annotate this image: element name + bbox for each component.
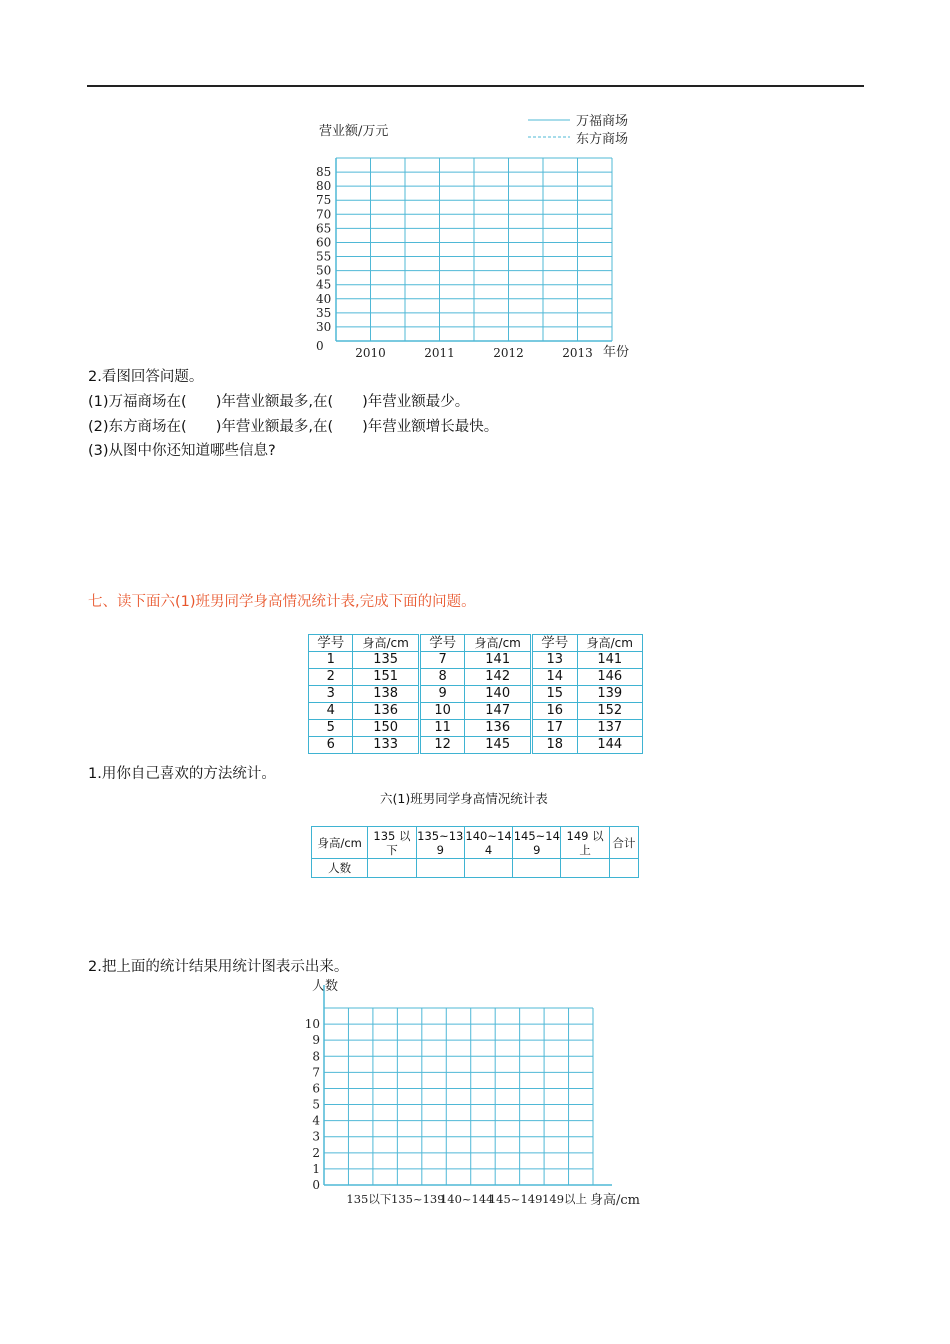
table-row bbox=[309, 652, 643, 669]
chart1-grid bbox=[336, 158, 612, 341]
stat-cell[interactable] bbox=[464, 859, 512, 878]
table-cell: 142 bbox=[465, 669, 531, 686]
table-cell: 151 bbox=[353, 669, 419, 686]
chart2-x-ticks bbox=[346, 1192, 587, 1206]
table-cell: 145 bbox=[465, 737, 531, 754]
table-cell: 11 bbox=[419, 720, 465, 737]
table-cell: 17 bbox=[531, 720, 577, 737]
chart2-y-tick: 8 bbox=[312, 1049, 320, 1064]
stat-total: 合计 bbox=[609, 827, 638, 859]
table-cell: 146 bbox=[577, 669, 642, 686]
chart1-xlabel: 年份 bbox=[603, 345, 630, 360]
q2-line1: (1)万福商场在( )年营业额最多,在( )年营业额最少。 bbox=[88, 394, 470, 410]
q2-line3: (3)从图中你还知道哪些信息? bbox=[88, 443, 276, 459]
chart1-y-tick: 80 bbox=[316, 179, 332, 194]
table-cell: 144 bbox=[577, 737, 642, 754]
table-header-row bbox=[309, 635, 643, 652]
stat-col-2: 135~13 9 bbox=[417, 828, 464, 857]
stat-col-4: 145~14 9 bbox=[513, 828, 560, 857]
q2-line2: (2)东方商场在( )年营业额最多,在( )年营业额增长最快。 bbox=[88, 419, 499, 435]
stat-table bbox=[311, 826, 639, 878]
table-cell: 139 bbox=[577, 686, 642, 703]
table-cell: 152 bbox=[577, 703, 642, 720]
q2b-title: 2.把上面的统计结果用统计图表示出来。 bbox=[88, 959, 349, 975]
chart1-y-tick: 75 bbox=[316, 193, 332, 208]
table-cell: 5 bbox=[309, 720, 353, 737]
section7-title: 七、读下面六(1)班男同学身高情况统计表,完成下面的问题。 bbox=[88, 594, 476, 610]
table-header-cell: 身高/cm bbox=[577, 635, 642, 652]
chart1-y-tick: 45 bbox=[316, 277, 332, 292]
chart2-ylabel: 人数 bbox=[312, 979, 339, 994]
table-cell: 147 bbox=[465, 703, 531, 720]
chart1-ylabel: 营业额/万元 bbox=[319, 124, 389, 139]
table-header-cell: 学号 bbox=[309, 635, 353, 652]
chart2-y-tick: 5 bbox=[312, 1097, 320, 1112]
chart2-x-tick: 135~139 bbox=[391, 1192, 445, 1206]
chart1-x-tick: 2013 bbox=[562, 346, 593, 360]
table-cell: 16 bbox=[531, 703, 577, 720]
table-cell: 141 bbox=[577, 652, 642, 669]
table-cell: 141 bbox=[465, 652, 531, 669]
chart1-x-tick: 2011 bbox=[424, 346, 455, 360]
stat-cell[interactable] bbox=[368, 859, 416, 878]
table-cell: 14 bbox=[531, 669, 577, 686]
top-rule bbox=[87, 85, 864, 87]
table-row bbox=[309, 703, 643, 720]
stat-cell[interactable] bbox=[416, 859, 464, 878]
chart1-x-ticks bbox=[355, 346, 593, 360]
chart1-y-tick: 85 bbox=[316, 165, 332, 180]
table-row bbox=[309, 669, 643, 686]
table-cell: 12 bbox=[419, 737, 465, 754]
table-cell: 9 bbox=[419, 686, 465, 703]
table-cell: 1 bbox=[309, 652, 353, 669]
chart2-y-tick: 6 bbox=[312, 1081, 320, 1096]
table-cell: 140 bbox=[465, 686, 531, 703]
table-row bbox=[309, 737, 643, 754]
chart1-zero: 0 bbox=[316, 339, 324, 353]
table-cell: 137 bbox=[577, 720, 642, 737]
chart2-x-tick: 140~144 bbox=[439, 1192, 494, 1206]
chart1-y-tick: 55 bbox=[316, 249, 332, 264]
chart1-y-ticks bbox=[316, 165, 331, 334]
chart1-y-tick: 60 bbox=[316, 235, 332, 250]
chart2-x-tick: 149以上 bbox=[542, 1192, 588, 1206]
table-header-cell: 学号 bbox=[531, 635, 577, 652]
chart2-y-tick: 0 bbox=[312, 1178, 320, 1192]
chart2-x-tick: 135以下 bbox=[346, 1192, 392, 1206]
legend-wanfu: 万福商场 bbox=[576, 114, 629, 129]
table-header-cell: 身高/cm bbox=[353, 635, 419, 652]
chart2-y-ticks bbox=[305, 1017, 321, 1192]
legend-dongfang: 东方商场 bbox=[576, 132, 629, 147]
table-cell: 13 bbox=[531, 652, 577, 669]
q2-title: 2.看图回答问题。 bbox=[88, 369, 204, 385]
chart1-y-tick: 70 bbox=[316, 207, 332, 222]
table-header-cell: 身高/cm bbox=[465, 635, 531, 652]
stat-cell[interactable] bbox=[561, 859, 609, 878]
table-cell: 135 bbox=[353, 652, 419, 669]
chart2-y-tick: 4 bbox=[312, 1113, 320, 1128]
chart2-y-tick: 9 bbox=[312, 1033, 320, 1048]
chart1-y-tick: 40 bbox=[316, 291, 332, 306]
chart2-xlabel: 身高/cm bbox=[590, 1193, 640, 1208]
q1-title: 1.用你自己喜欢的方法统计。 bbox=[88, 766, 276, 782]
chart2-y-tick: 10 bbox=[304, 1017, 320, 1032]
chart1-y-tick: 50 bbox=[316, 263, 332, 278]
table-header-cell: 学号 bbox=[419, 635, 465, 652]
table-cell: 2 bbox=[309, 669, 353, 686]
chart1-y-tick: 30 bbox=[316, 319, 332, 334]
table-cell: 10 bbox=[419, 703, 465, 720]
table-cell: 15 bbox=[531, 686, 577, 703]
chart2-x-tick: 145~149 bbox=[488, 1192, 543, 1206]
table-row bbox=[309, 686, 643, 703]
stat-table-caption: 六(1)班男同学身高情况统计表 bbox=[380, 791, 548, 806]
table-cell: 150 bbox=[353, 720, 419, 737]
sales-line-chart bbox=[300, 108, 650, 364]
height-bar-chart bbox=[300, 975, 650, 1215]
chart1-x-tick: 2012 bbox=[493, 346, 524, 360]
table-cell: 136 bbox=[353, 703, 419, 720]
table-cell: 133 bbox=[353, 737, 419, 754]
chart2-grid bbox=[324, 985, 612, 1185]
stat-col-1: 135 以 下 bbox=[368, 827, 416, 859]
chart1-y-tick: 35 bbox=[316, 305, 332, 320]
table-cell: 3 bbox=[309, 686, 353, 703]
chart1-x-tick: 2010 bbox=[355, 346, 386, 360]
stat-col-5: 149 以 上 bbox=[561, 827, 609, 859]
chart2-y-tick: 3 bbox=[312, 1129, 320, 1144]
table-cell: 7 bbox=[419, 652, 465, 669]
table-cell: 4 bbox=[309, 703, 353, 720]
table-cell: 136 bbox=[465, 720, 531, 737]
table-cell: 6 bbox=[309, 737, 353, 754]
table-cell: 138 bbox=[353, 686, 419, 703]
stat-cell[interactable] bbox=[513, 859, 561, 878]
chart2-y-tick: 1 bbox=[312, 1161, 320, 1176]
stat-row-label: 人数 bbox=[312, 859, 368, 878]
table-cell: 18 bbox=[531, 737, 577, 754]
chart1-y-tick: 65 bbox=[316, 221, 332, 236]
stat-header-label: 身高/cm bbox=[312, 827, 368, 859]
stat-col-3: 140~14 4 bbox=[465, 828, 512, 857]
height-data-table bbox=[308, 634, 643, 754]
chart2-y-tick: 2 bbox=[312, 1145, 320, 1160]
stat-cell[interactable] bbox=[609, 859, 638, 878]
table-row bbox=[309, 720, 643, 737]
table-cell: 8 bbox=[419, 669, 465, 686]
chart2-y-tick: 7 bbox=[312, 1065, 320, 1080]
